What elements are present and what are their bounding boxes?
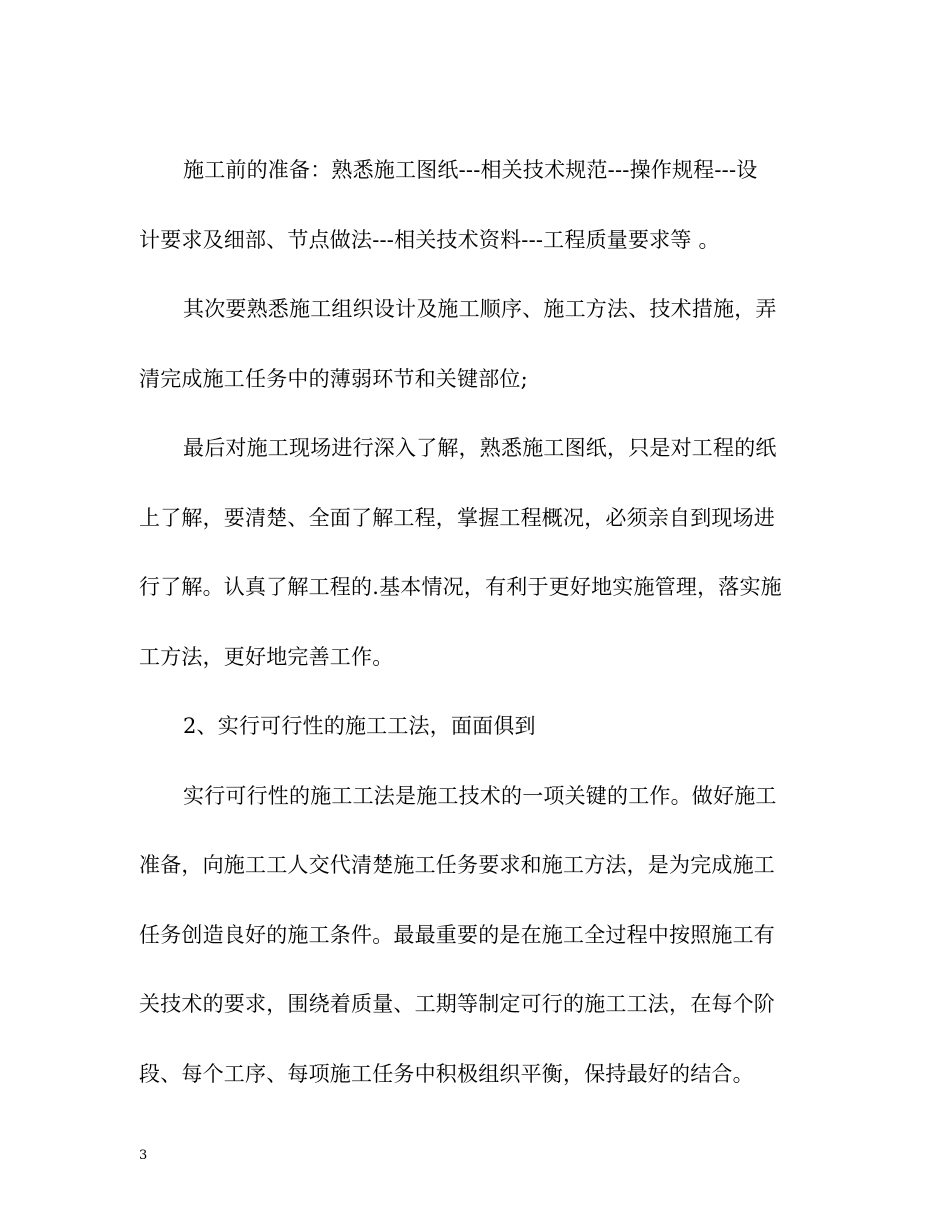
page-number: 3 (139, 1148, 148, 1163)
text-line: 其次要熟悉施工组织设计及施工顺序、施工方法、技术措施，弄 (183, 297, 777, 321)
text-line: 段、每个工序、每项施工任务中积极组织平衡，保持最好的结合。 (139, 1061, 754, 1086)
text-line: 计要求及细部、节点做法---相关技术资料---工程质量要求等 。 (139, 227, 720, 252)
paragraph-feasible-methods (139, 762, 811, 1110)
text-line: 准备，向施工工人交代清楚施工任务要求和施工方法，是为完成施工 (139, 853, 775, 877)
paragraph-preparation (139, 136, 811, 275)
text-line: 清完成施工任务中的薄弱环节和关键部位; (139, 366, 528, 391)
text-line: 最后对施工现场进行深入了解，熟悉施工图纸，只是对工程的纸 (183, 436, 777, 460)
text-line: 实行可行性的施工工法是施工技术的一项关键的工作。做好施工 (183, 783, 777, 808)
heading-text: 2、实行可行性的施工工法，面面俱到 (183, 714, 536, 738)
paragraph-construction-organization (139, 275, 811, 414)
paragraph-site-survey (139, 414, 811, 692)
text-line: 关技术的要求，围绕着质量、工期等制定可行的施工工法，在每个阶 (139, 992, 775, 1016)
text-line: 上了解，要清楚、全面了解工程，掌握工程概况，必须亲自到现场进 (139, 505, 775, 530)
text-line: 施工前的准备：熟悉施工图纸---相关技术规范---操作规程---设 (183, 158, 758, 182)
text-line: 工方法，更好地完善工作。 (139, 644, 394, 669)
text-line: 任务创造良好的施工条件。最最重要的是在施工全过程中按照施工有 (139, 922, 775, 947)
section-heading (139, 692, 811, 762)
text-line: 行了解。认真了解工程的.基本情况，有利于更好地实施管理，落实施 (139, 575, 782, 599)
document-body (139, 136, 811, 1109)
